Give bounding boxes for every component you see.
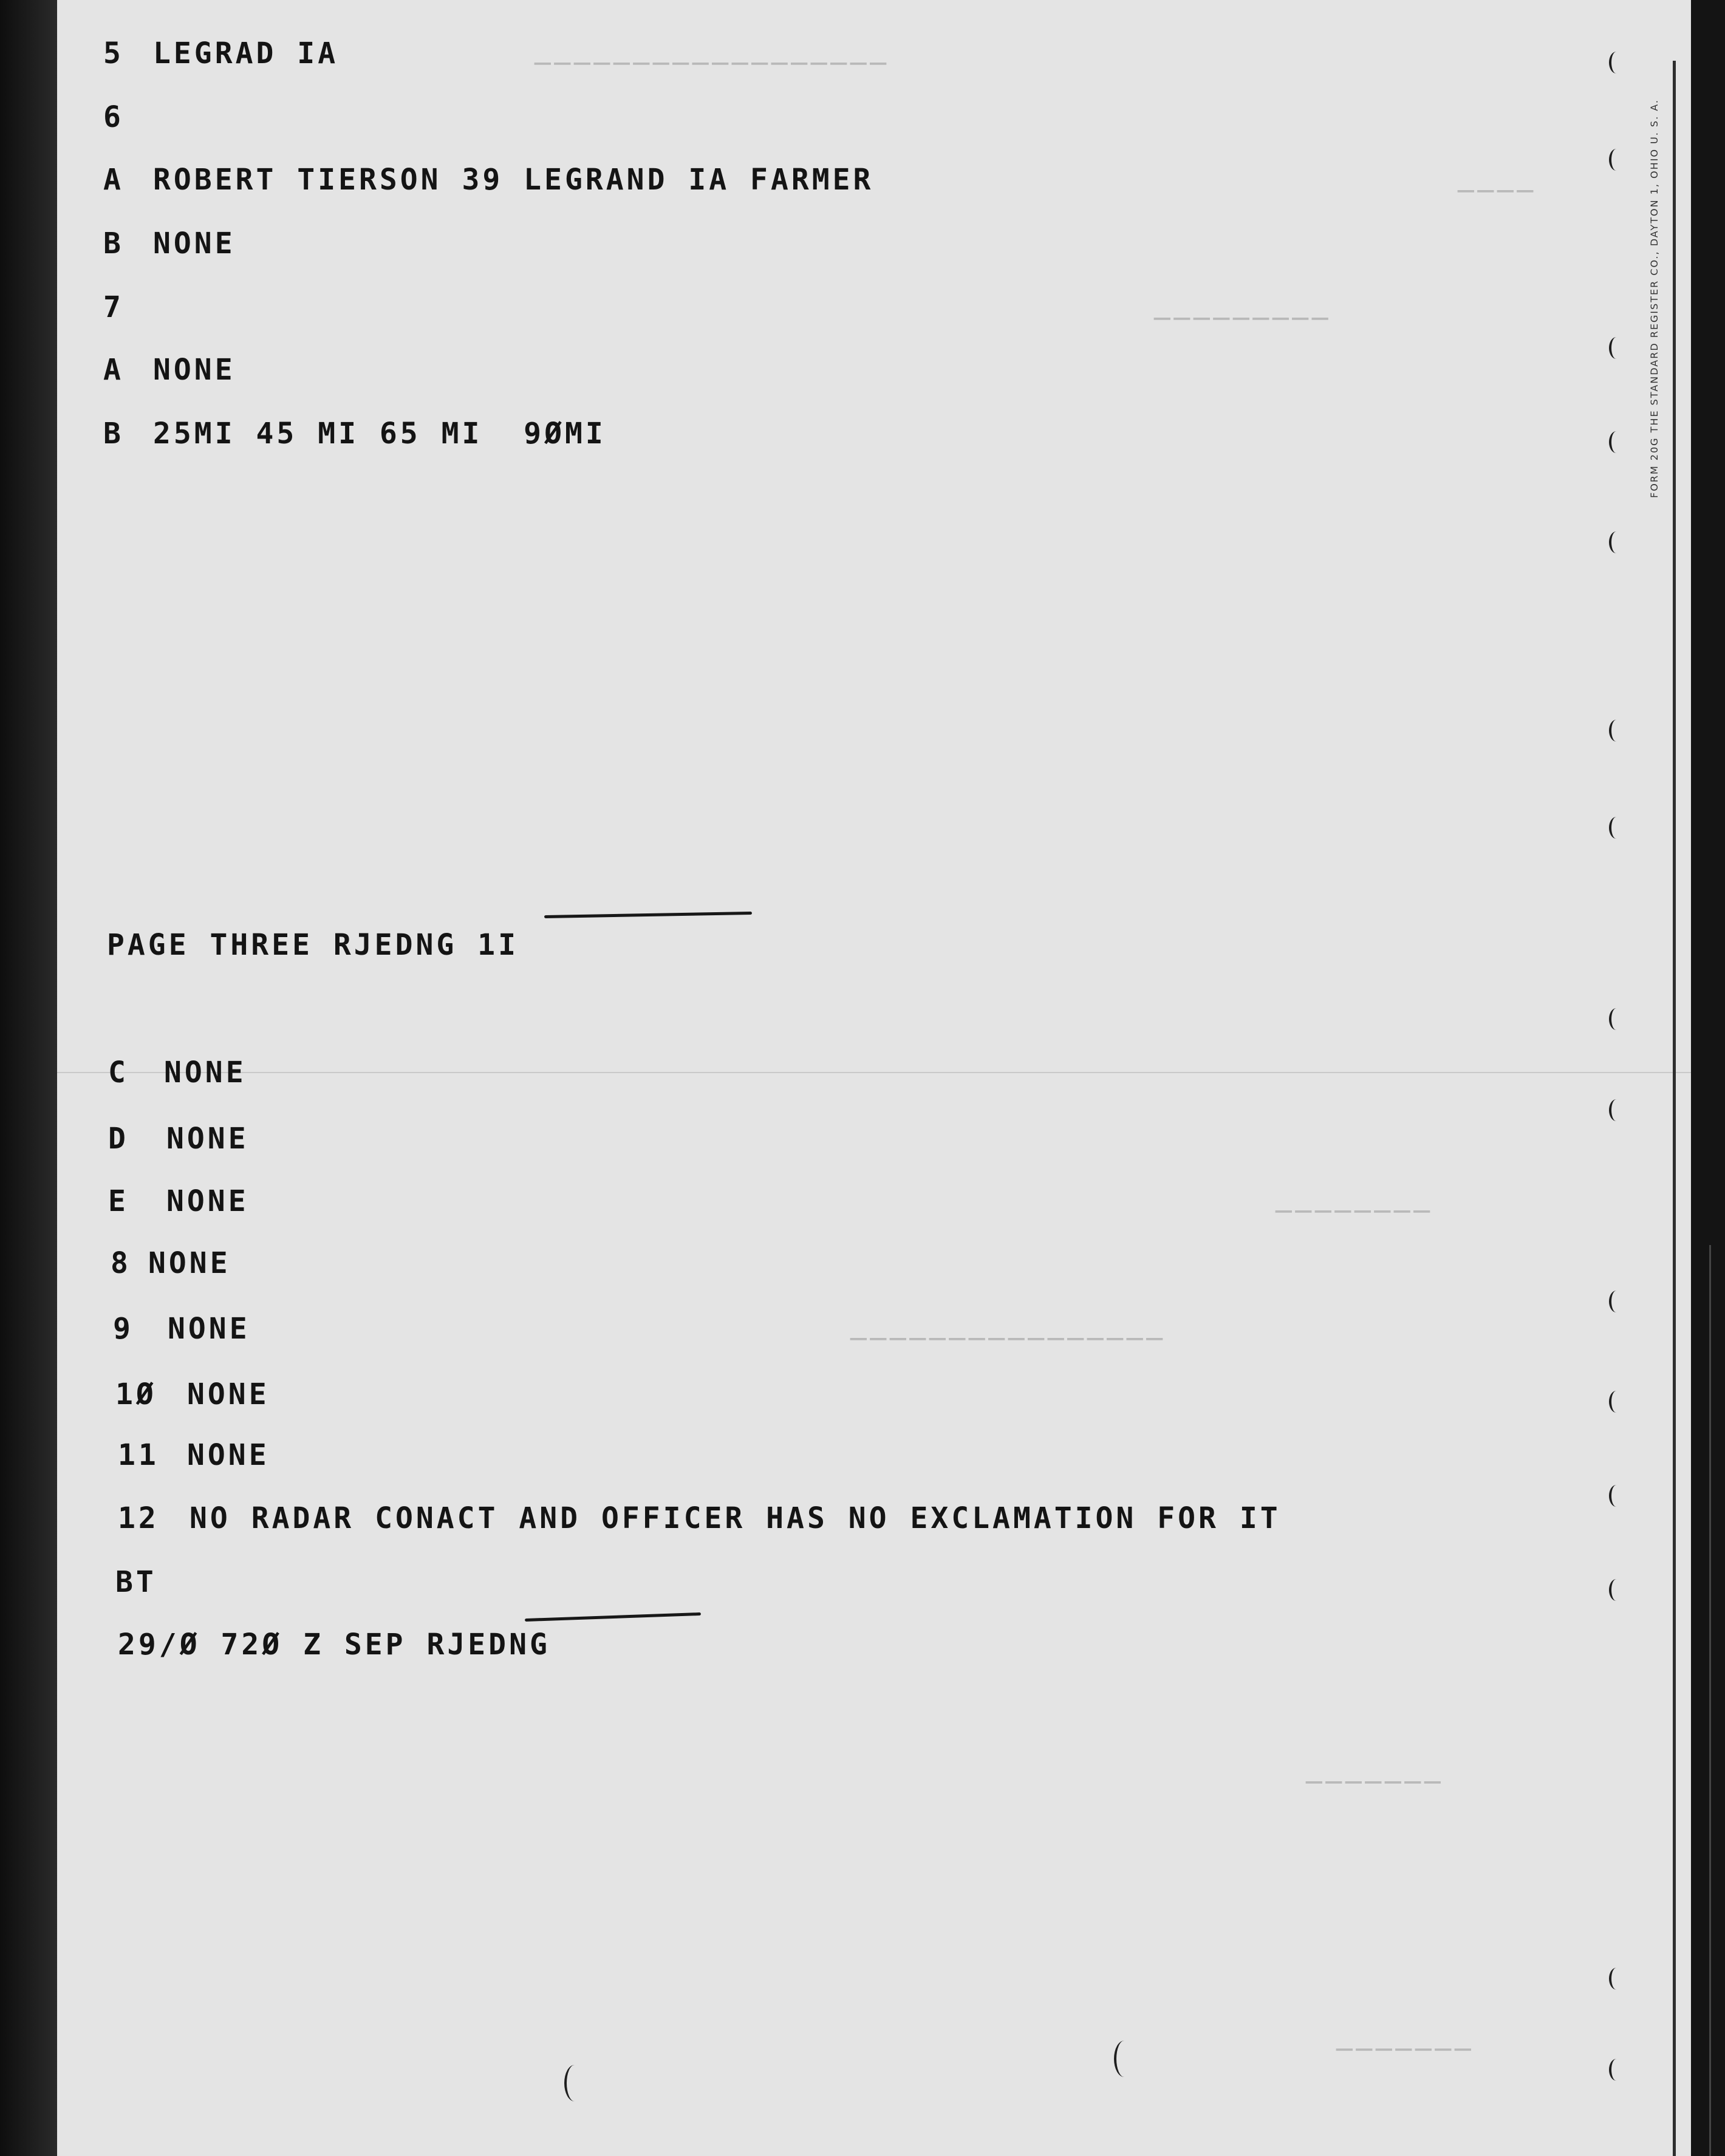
teletype-sheet (57, 0, 1691, 2156)
line-number: A (103, 163, 124, 197)
line-number: B (103, 227, 124, 261)
bleed-through-text: ────────────────── (531, 49, 886, 80)
line-text: 25MI 45 MI 65 MI 9ØMI (153, 417, 606, 451)
pen-underline (525, 1612, 701, 1622)
message-line (103, 417, 606, 553)
line-number: 5 (103, 36, 124, 70)
line-number: E (108, 1184, 129, 1218)
line-text: NONE (166, 1184, 249, 1218)
line-number: 1Ø (115, 1377, 157, 1411)
line-number: 8 (111, 1246, 131, 1280)
sprocket-hole (1609, 1485, 1624, 1507)
line-text: ROBERT TIERSON 39 LEGRAND IA FARMER (153, 163, 874, 197)
sprocket-hole (1609, 149, 1624, 171)
line-text: NONE (164, 1056, 247, 1090)
sprocket-hole (1609, 337, 1624, 359)
bleed-through-text: ───────── (1150, 304, 1328, 335)
line-number: 12 (118, 1501, 159, 1535)
sprocket-hole (1609, 52, 1624, 73)
form-edge-rule-2 (1709, 1245, 1711, 2156)
line-text: NONE (148, 1246, 231, 1280)
line-number: C (108, 1056, 129, 1090)
form-edge-rule (1673, 61, 1676, 2156)
line-text: NO RADAR CONACT AND OFFICER HAS NO EXCLAMATION FOR IT (190, 1501, 1281, 1535)
form-imprint: FORM 20G THE STANDARD REGISTER CO., DAYTON 1, OHIO U. S. A. (1648, 99, 1660, 498)
line-text: NONE (166, 1122, 249, 1156)
date-time-group: 29/Ø 72Ø Z SEP RJEDNG (118, 1628, 550, 1662)
line-text: NONE (153, 353, 236, 387)
scan-left-shadow (0, 0, 57, 2156)
sprocket-hole (1609, 1008, 1624, 1030)
sprocket-hole (1609, 817, 1624, 839)
fold-line (57, 1072, 1691, 1073)
sprocket-hole (1609, 1579, 1624, 1601)
line-text: NONE (168, 1312, 250, 1346)
line-number: D (108, 1122, 129, 1156)
sprocket-hole (1609, 531, 1624, 553)
bleed-through-text: ─────── (1302, 1767, 1441, 1798)
bleed-through-text: ─────── (1333, 2035, 1471, 2066)
sprocket-hole (564, 2065, 585, 2101)
footer-bt: BT (115, 1565, 157, 1599)
pen-underline (544, 912, 752, 918)
line-number: B (103, 417, 124, 451)
sprocket-hole (1609, 2059, 1624, 2081)
bleed-through-text: ──────────────── (847, 1324, 1163, 1355)
line-number: 7 (103, 290, 124, 324)
bleed-through-text: ──── (1454, 176, 1533, 207)
sprocket-hole (1609, 1291, 1624, 1312)
line-number: A (103, 353, 124, 387)
sprocket-hole (1609, 720, 1624, 742)
line-text: NONE (187, 1438, 270, 1472)
line-number: 6 (103, 100, 124, 134)
sprocket-hole (1609, 1968, 1624, 1990)
line-text: NONE (153, 227, 236, 261)
sprocket-hole (1609, 1099, 1624, 1121)
bleed-through-text: ──────── (1272, 1196, 1430, 1227)
sprocket-hole (1114, 2041, 1135, 2077)
line-text: NONE (187, 1377, 270, 1411)
line-text: LEGRAD IA (153, 36, 339, 70)
sprocket-hole (1609, 431, 1624, 453)
line-number: 11 (118, 1438, 159, 1472)
line-number: 9 (113, 1312, 134, 1346)
sprocket-hole (1609, 1391, 1624, 1413)
page-header: PAGE THREE RJEDNG 1I (107, 928, 519, 962)
